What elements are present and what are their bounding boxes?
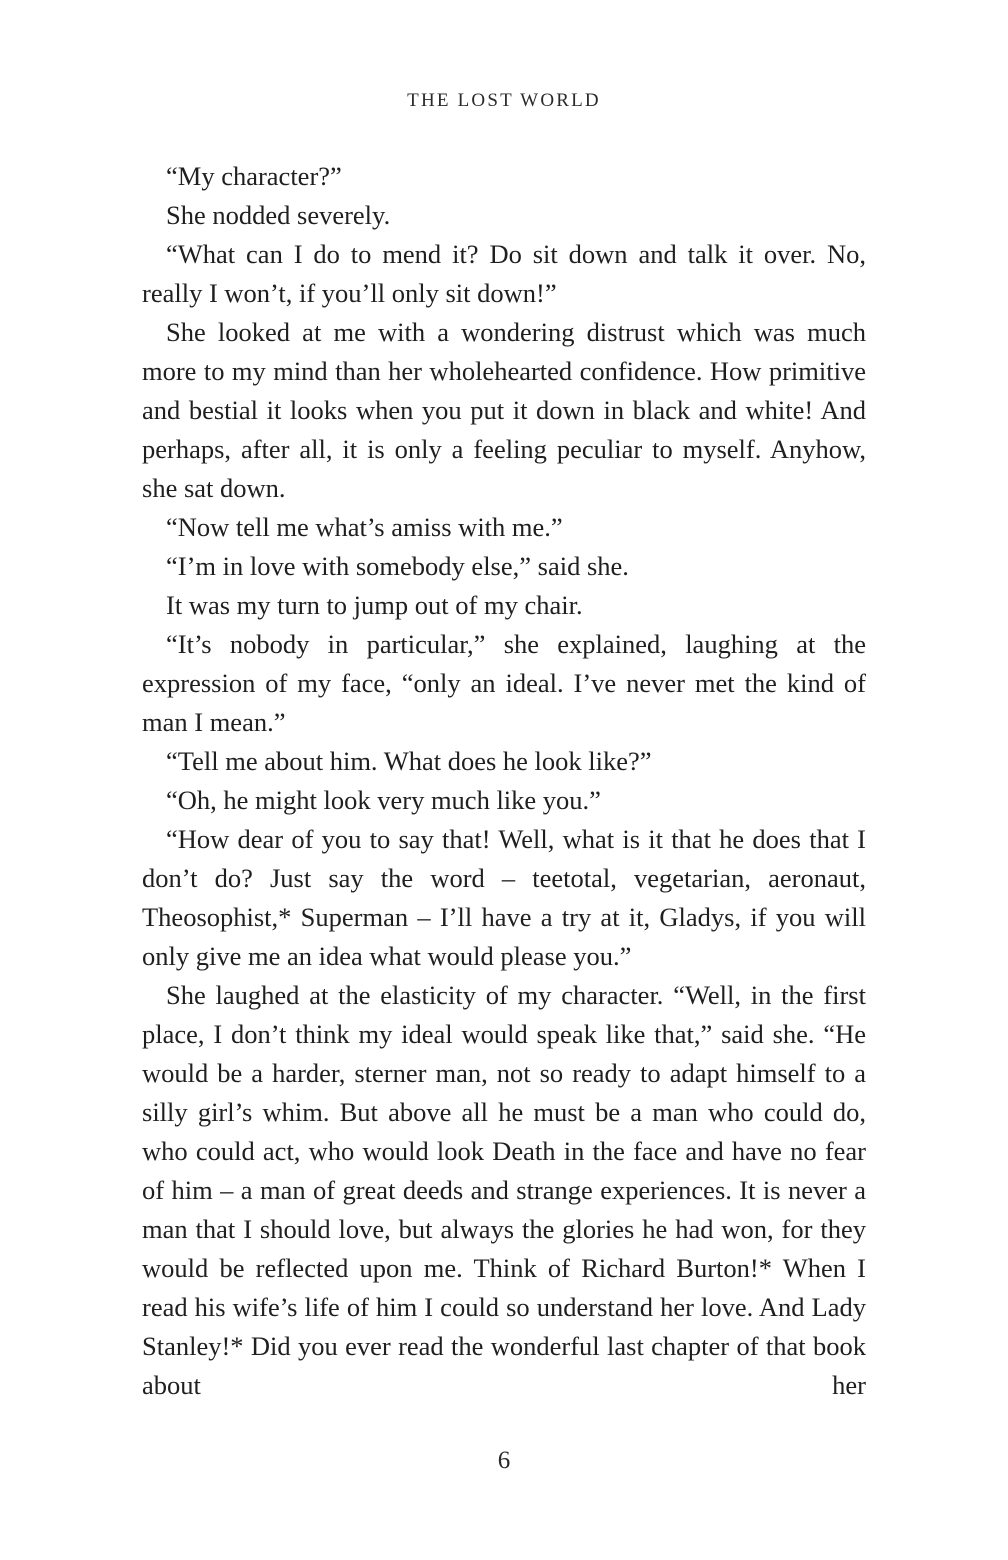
- paragraph: She nodded severely.: [166, 200, 391, 230]
- page-number: 6: [497, 1447, 511, 1474]
- paragraph: “Oh, he might look very much like you.”: [166, 785, 601, 815]
- paragraph: “It’s nobody in particular,” she explained, laughing at the expression of my face, “only an ideal. I’ve never met the kind of man I mean.”: [142, 629, 866, 737]
- paragraph: “What can I do to mend it? Do sit down and talk it over. No, really I won’t, if you’ll only sit down!”: [142, 239, 866, 308]
- paragraph: “My character?”: [166, 161, 342, 191]
- paragraph: “Tell me about him. What does he look like?”: [166, 746, 652, 776]
- paragraph: She laughed at the elasticity of my character. “Well, in the first place, I don’t think my ideal would speak like that,” said she. “He would be a harder, sterner man, not so ready to adapt himself to a silly girl’s whim. But above all he must be a man who could do, who could act, who would look Death in the face and have no fear of him – a man of great deeds and strange experiences. It is never a man that I should love, but always the glories he had won, for they would be reflected upon me. Think of Richard Burton!* When I read his wife’s life of him I could so understand her love. And Lady Stanley!* Did you ever read the wonderful last chapter of that book about her: [142, 980, 866, 1400]
- body-text: [142, 157, 866, 1405]
- paragraph: It was my turn to jump out of my chair.: [166, 590, 583, 620]
- paragraph: She looked at me with a wondering distrust which was much more to my mind than her wholehearted confidence. How primitive and bestial it looks when you put it down in black and white! And perhaps, after all, it is only a feeling peculiar to myself. Anyhow, she sat down.: [142, 317, 866, 503]
- running-head: THE LOST WORLD: [407, 90, 601, 111]
- paragraph: “I’m in love with somebody else,” said she.: [166, 551, 629, 581]
- paragraph: “How dear of you to say that! Well, what is it that he does that I don’t do? Just say the word – teetotal, vegetarian, aeronaut, Theosophist,* Superman – I’ll have a try at it, Gladys, if you will only give me an idea what would please you.”: [142, 824, 866, 971]
- paragraph: “Now tell me what’s amiss with me.”: [166, 512, 563, 542]
